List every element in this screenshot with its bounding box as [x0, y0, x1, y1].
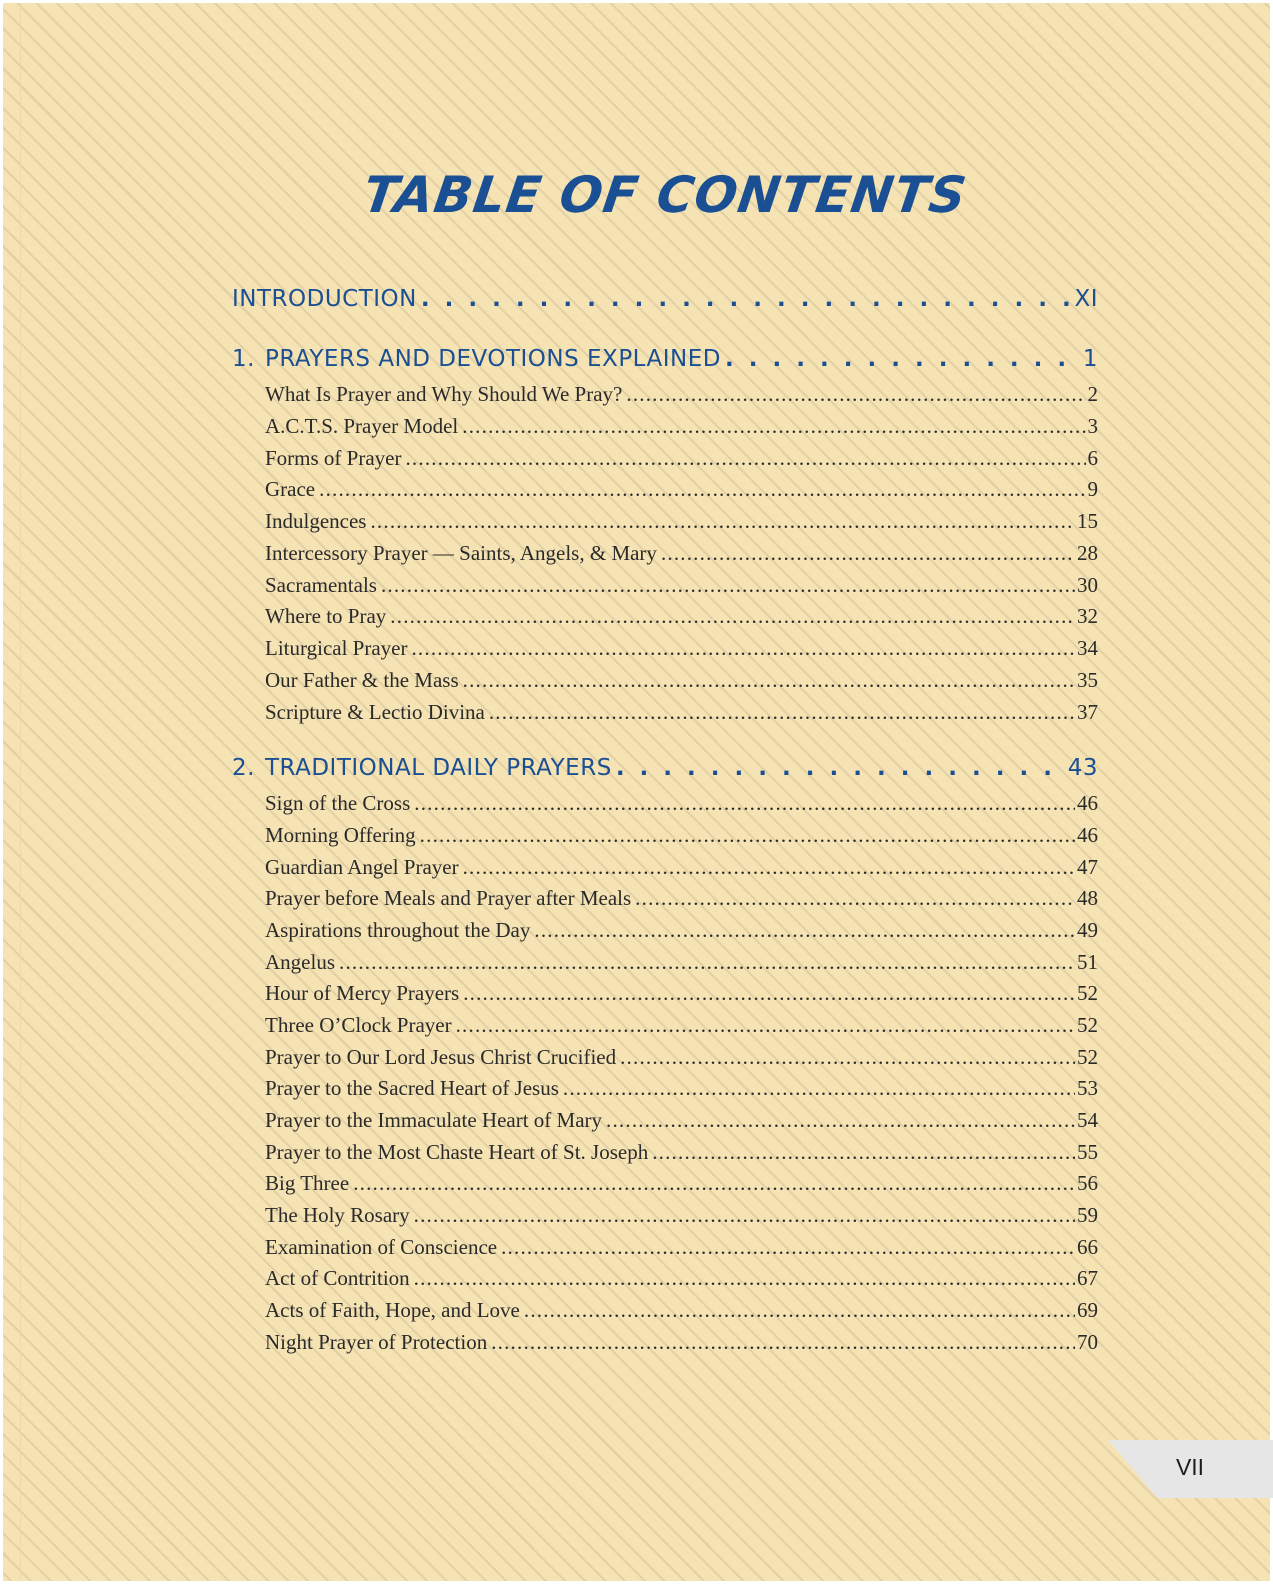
toc-section-page: 1	[1082, 346, 1098, 372]
toc-entry-introduction[interactable]	[232, 286, 1098, 316]
toc-item[interactable]	[265, 446, 1098, 474]
dot-leader	[319, 477, 1085, 502]
toc-item-label: Where to Pray	[265, 604, 387, 628]
dot-leader	[652, 1140, 1075, 1165]
toc-item[interactable]	[265, 1076, 1098, 1104]
toc-item[interactable]	[265, 636, 1098, 664]
toc-item[interactable]	[265, 668, 1098, 696]
toc-item-page: 35	[1077, 668, 1098, 692]
toc-item-page: 70	[1077, 1330, 1098, 1354]
toc-item[interactable]	[265, 1235, 1098, 1263]
dot-leader	[381, 573, 1075, 598]
dot-leader	[370, 509, 1075, 534]
toc-section-2[interactable]	[232, 755, 1098, 785]
toc-item[interactable]	[265, 573, 1098, 601]
toc-item[interactable]	[265, 1266, 1098, 1294]
toc-item[interactable]	[265, 414, 1098, 442]
toc-item[interactable]	[265, 477, 1098, 505]
dot-leader	[661, 541, 1075, 566]
toc-item-label: Our Father & the Mass	[265, 668, 459, 692]
dot-leader	[405, 446, 1085, 471]
toc-item-label: Examination of Conscience	[265, 1235, 498, 1259]
toc-item-label: Prayer to the Most Chaste Heart of St. Joseph	[265, 1140, 649, 1164]
toc-item[interactable]	[265, 886, 1098, 914]
toc-item-page: 46	[1077, 823, 1098, 847]
toc-item-label: Prayer to the Sacred Heart of Jesus	[265, 1076, 559, 1100]
toc-section-title: TRADITIONAL DAILY PRAYERS	[265, 755, 612, 781]
toc-item[interactable]	[265, 509, 1098, 537]
dot-leader	[421, 286, 1073, 312]
toc-item-label: Prayer to the Immaculate Heart of Mary	[265, 1108, 603, 1132]
toc-item-label: What Is Prayer and Why Should We Pray?	[265, 382, 623, 406]
dot-leader	[353, 1171, 1075, 1196]
toc-item[interactable]	[265, 1203, 1098, 1231]
dot-leader	[616, 755, 1066, 781]
page-gutter-line	[20, 0, 21, 1584]
toc-item-page: 51	[1077, 950, 1098, 974]
page-title: TABLE OF CONTENTS	[359, 166, 971, 224]
toc-item[interactable]	[265, 981, 1098, 1009]
toc-item-page: 56	[1077, 1171, 1098, 1195]
page-number: VII	[1175, 1454, 1205, 1480]
toc-item-label: Liturgical Prayer	[265, 636, 408, 660]
toc-item-label: Sign of the Cross	[265, 791, 411, 815]
toc-section-title: PRAYERS AND DEVOTIONS EXPLAINED	[265, 346, 721, 372]
dot-leader	[414, 1266, 1075, 1291]
toc-item-label: The Holy Rosary	[265, 1203, 410, 1227]
toc-item-page: 66	[1077, 1235, 1098, 1259]
toc-item-page: 52	[1077, 1045, 1098, 1069]
toc-item[interactable]	[265, 541, 1098, 569]
toc-item-label: Grace	[265, 477, 316, 501]
toc-item[interactable]	[265, 700, 1098, 728]
toc-item-label: Angelus	[265, 950, 335, 974]
dot-leader	[463, 668, 1075, 693]
toc-item-label: Scripture & Lectio Divina	[265, 700, 485, 724]
toc-item-page: 3	[1087, 414, 1098, 438]
dot-leader	[534, 918, 1075, 943]
dot-leader	[725, 346, 1081, 372]
dot-leader	[420, 823, 1075, 848]
dot-leader	[456, 1013, 1075, 1038]
toc-item-label: Hour of Mercy Prayers	[265, 981, 460, 1005]
dot-leader	[524, 1298, 1075, 1323]
toc-item[interactable]	[265, 604, 1098, 632]
toc-item[interactable]	[265, 1330, 1098, 1358]
toc-item-page: 48	[1077, 886, 1098, 910]
dot-leader	[635, 886, 1075, 911]
dot-leader	[626, 382, 1085, 407]
toc-item-label: Three O’Clock Prayer	[265, 1013, 452, 1037]
toc-item[interactable]	[265, 1045, 1098, 1073]
toc-item-page: 9	[1087, 477, 1098, 501]
toc-item[interactable]	[265, 855, 1098, 883]
toc-entry-label: INTRODUCTION	[232, 286, 417, 312]
toc-item-page: 52	[1077, 1013, 1098, 1037]
toc-item-page: 30	[1077, 573, 1098, 597]
toc-item[interactable]	[265, 918, 1098, 946]
toc-item-label: Indulgences	[265, 509, 367, 533]
dot-leader	[501, 1235, 1075, 1260]
toc-item[interactable]	[265, 1298, 1098, 1326]
toc-item[interactable]	[265, 791, 1098, 819]
toc-item-page: 59	[1077, 1203, 1098, 1227]
toc-section-number: 2.	[232, 755, 255, 781]
toc-item[interactable]	[265, 1171, 1098, 1199]
toc-item-label: Acts of Faith, Hope, and Love	[265, 1298, 520, 1322]
toc-entry-page: XI	[1074, 286, 1098, 312]
dot-leader	[489, 700, 1075, 725]
toc-item-page: 67	[1077, 1266, 1098, 1290]
toc-item-page: 49	[1077, 918, 1098, 942]
toc-item[interactable]	[265, 950, 1098, 978]
toc-item-label: Aspirations throughout the Day	[265, 918, 531, 942]
toc-section-page: 43	[1067, 755, 1098, 781]
toc-item-label: Intercessory Prayer — Saints, Angels, & Mary	[265, 541, 657, 565]
toc-item-label: A.C.T.S. Prayer Model	[265, 414, 459, 438]
toc-item-page: 34	[1077, 636, 1098, 660]
dot-leader	[563, 1076, 1075, 1101]
toc-item[interactable]	[265, 1140, 1098, 1168]
toc-item-label: Prayer to Our Lord Jesus Christ Crucified	[265, 1045, 617, 1069]
toc-item-label: Morning Offering	[265, 823, 416, 847]
toc-section-label	[232, 346, 725, 372]
dot-leader	[339, 950, 1075, 975]
toc-item-page: 28	[1077, 541, 1098, 565]
toc-item-page: 54	[1077, 1108, 1098, 1132]
toc-item-page: 32	[1077, 604, 1098, 628]
toc-item[interactable]	[265, 1108, 1098, 1136]
toc-item-page: 55	[1077, 1140, 1098, 1164]
dot-leader	[390, 604, 1075, 629]
toc-item-label: Prayer before Meals and Prayer after Meals	[265, 886, 632, 910]
toc-item-label: Guardian Angel Prayer	[265, 855, 459, 879]
toc-item[interactable]	[265, 1013, 1098, 1041]
dot-leader	[463, 855, 1075, 880]
toc-item-page: 6	[1087, 446, 1098, 470]
dot-leader	[606, 1108, 1075, 1133]
toc-item-label: Forms of Prayer	[265, 446, 402, 470]
dot-leader	[620, 1045, 1075, 1070]
toc-item[interactable]	[265, 382, 1098, 410]
toc-item-label: Big Three	[265, 1171, 350, 1195]
toc-item-label: Night Prayer of Protection	[265, 1330, 488, 1354]
dot-leader	[411, 636, 1075, 661]
toc-item-page: 53	[1077, 1076, 1098, 1100]
toc-item-page: 47	[1077, 855, 1098, 879]
toc-section-number: 1.	[232, 346, 255, 372]
toc-section-label	[232, 755, 616, 781]
toc-item-label: Act of Contrition	[265, 1266, 410, 1290]
dot-leader	[462, 414, 1085, 439]
toc-section-1[interactable]	[232, 346, 1098, 376]
toc-item-page: 2	[1087, 382, 1098, 406]
dot-leader	[463, 981, 1075, 1006]
toc-item-page: 69	[1077, 1298, 1098, 1322]
toc-item-label: Sacramentals	[265, 573, 377, 597]
toc-item-page: 52	[1077, 981, 1098, 1005]
toc-item-page: 15	[1077, 509, 1098, 533]
toc-item[interactable]	[265, 823, 1098, 851]
dot-leader	[414, 1203, 1075, 1228]
toc-item-page: 37	[1077, 700, 1098, 724]
dot-leader	[414, 791, 1075, 816]
dot-leader	[491, 1330, 1075, 1355]
toc-item-page: 46	[1077, 791, 1098, 815]
